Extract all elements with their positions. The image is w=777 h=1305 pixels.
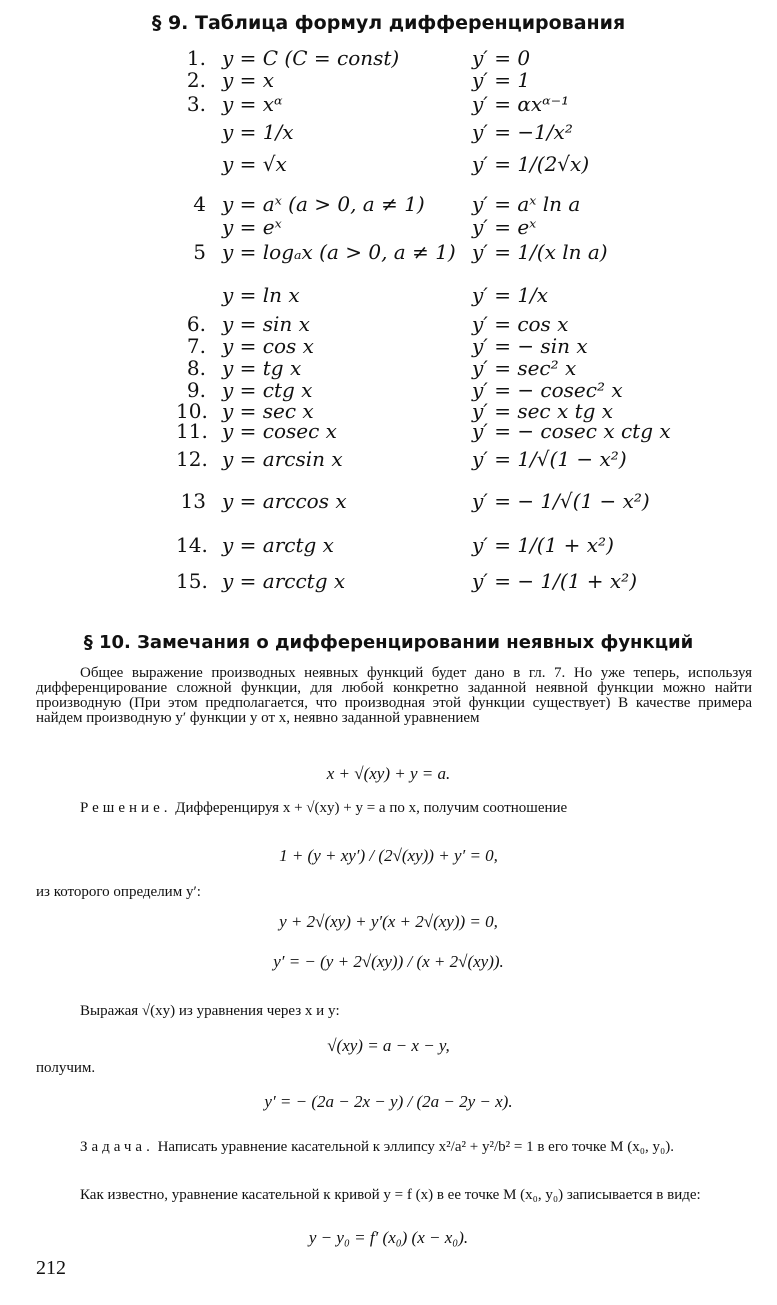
formula-number: 6. <box>186 312 206 336</box>
formula-number: 5 <box>193 240 206 264</box>
formula-derivative: y′ = 1 <box>472 68 531 92</box>
task-word: Задача. <box>80 1139 154 1155</box>
formula-function: y = cos x <box>222 334 314 358</box>
formula-derivative: y′ = − cosec x ctg x <box>472 419 671 443</box>
section-10-title: § 10. Замечания о дифференцировании неявных функций <box>83 632 694 653</box>
formula-number: 14. <box>176 533 208 557</box>
formula-number: 1. <box>186 46 206 70</box>
formula-function: y = ln x <box>222 283 300 307</box>
formula-row <box>0 240 777 266</box>
known-paragraph: Как известно, уравнение касательной к кривой y = f (x) в ее точке M (x₀, y₀) записывается в виде: <box>80 1187 701 1203</box>
formula-row <box>0 92 777 118</box>
formula-derivative: y′ = 1/(x ln a) <box>472 240 608 264</box>
formula-derivative: y′ = sec x tg x <box>472 399 614 423</box>
formula-function: y = √x <box>222 152 287 176</box>
formula-row <box>0 283 777 309</box>
formula-number: 12. <box>176 447 208 471</box>
task-paragraph <box>36 1140 752 1155</box>
formula-function: y = logₐx (a > 0, a ≠ 1) <box>222 240 456 264</box>
we-get-text: получим. <box>36 1060 96 1076</box>
formula-number: 13 <box>180 489 206 513</box>
formula-derivative: y′ = − 1/√(1 − x²) <box>472 489 650 513</box>
formula-derivative: y′ = 0 <box>472 46 531 70</box>
formula-row <box>0 419 777 445</box>
formula-function: y = x <box>222 68 275 92</box>
page-number: 212 <box>36 1257 66 1279</box>
formula-function: y = aˣ (a > 0, a ≠ 1) <box>222 192 425 216</box>
formula-number: 4 <box>193 192 206 216</box>
equation-7: y − y₀ = f′ (x₀) (x − x₀). <box>308 1228 469 1247</box>
formula-row <box>0 120 777 146</box>
formula-derivative: y′ = sec² x <box>472 356 577 380</box>
formula-function: y = arctg x <box>222 533 334 557</box>
formula-function: y = xᵅ <box>222 92 283 116</box>
formula-function: y = cosec x <box>222 419 337 443</box>
formula-function: y = arcsin x <box>222 447 343 471</box>
formula-row <box>0 447 777 473</box>
formula-number: 3. <box>186 92 206 116</box>
formula-row <box>0 152 777 178</box>
formula-number: 11. <box>176 419 208 443</box>
formula-derivative: y′ = eˣ <box>472 215 537 239</box>
equation-2: 1 + (y + xy′) / (2√(xy)) + y′ = 0, <box>279 846 498 865</box>
formula-function: y = eˣ <box>222 215 282 239</box>
formula-function: y = sec x <box>222 399 314 423</box>
formula-row <box>0 569 777 595</box>
formula-number: 2. <box>186 68 206 92</box>
formula-function: y = ctg x <box>222 378 313 402</box>
formula-number: 8. <box>186 356 206 380</box>
formula-row <box>0 533 777 559</box>
task-text: Написать уравнение касательной к эллипсу x²/a² + y²/b² = 1 в его точке M (x₀, y₀). <box>157 1139 674 1155</box>
equation-4: y′ = − (y + 2√(xy)) / (x + 2√(xy)). <box>273 952 504 971</box>
formula-derivative: y′ = 1/√(1 − x²) <box>472 447 627 471</box>
formula-function: y = arcctg x <box>222 569 346 593</box>
expressing-text: Выражая √(xy) из уравнения через x и y: <box>80 1003 340 1019</box>
formula-function: y = C (C = const) <box>222 46 400 70</box>
formula-function: y = sin x <box>222 312 310 336</box>
formula-number: 10. <box>176 399 208 423</box>
equation-5: √(xy) = a − x − y, <box>327 1036 450 1055</box>
solution-line <box>80 800 567 817</box>
equation-3: y + 2√(xy) + y′(x + 2√(xy)) = 0, <box>279 912 498 931</box>
formula-row <box>0 215 777 241</box>
formula-derivative: y′ = aˣ ln a <box>472 192 581 216</box>
formula-derivative: y′ = αxᵅ⁻¹ <box>472 92 570 116</box>
formula-row <box>0 68 777 94</box>
formula-derivative: y′ = 1/x <box>472 283 549 307</box>
formula-function: y = 1/x <box>222 120 294 144</box>
formula-derivative: y′ = − cosec² x <box>472 378 623 402</box>
from-which-text: из которого определим y′: <box>36 884 201 900</box>
formula-derivative: y′ = − sin x <box>472 334 588 358</box>
formula-number: 15. <box>176 569 208 593</box>
formula-derivative: y′ = cos x <box>472 312 569 336</box>
solution-word: Решение. <box>80 800 172 816</box>
formula-function: y = arccos x <box>222 489 347 513</box>
formula-function: y = tg x <box>222 356 302 380</box>
formula-derivative: y′ = 1/(2√x) <box>472 152 590 176</box>
section-9-title: § 9. Таблица формул дифференцирования <box>151 12 626 34</box>
intro-paragraph: Общее выражение производных неявных функций будет дано в гл. 7. Но уже теперь, используя дифференцирование сложной функции, для любой конкретно заданной неявной функции можно найти производную (При этом предполагается, что производная этой функции существует) В качестве примера найдем производную y′ функции y от x, неявно заданной уравнением <box>36 665 752 726</box>
equation-1: x + √(xy) + y = a. <box>326 764 451 783</box>
formula-number: 7. <box>186 334 206 358</box>
formula-row <box>0 489 777 515</box>
formula-derivative: y′ = 1/(1 + x²) <box>472 533 614 557</box>
formula-derivative: y′ = − 1/(1 + x²) <box>472 569 637 593</box>
formula-number: 9. <box>186 378 206 402</box>
formula-derivative: y′ = −1/x² <box>472 120 573 144</box>
equation-6: y′ = − (2a − 2x − y) / (2a − 2y − x). <box>264 1092 513 1111</box>
solution-text: Дифференцируя x + √(xy) + y = a по x, получим соотношение <box>175 800 568 816</box>
